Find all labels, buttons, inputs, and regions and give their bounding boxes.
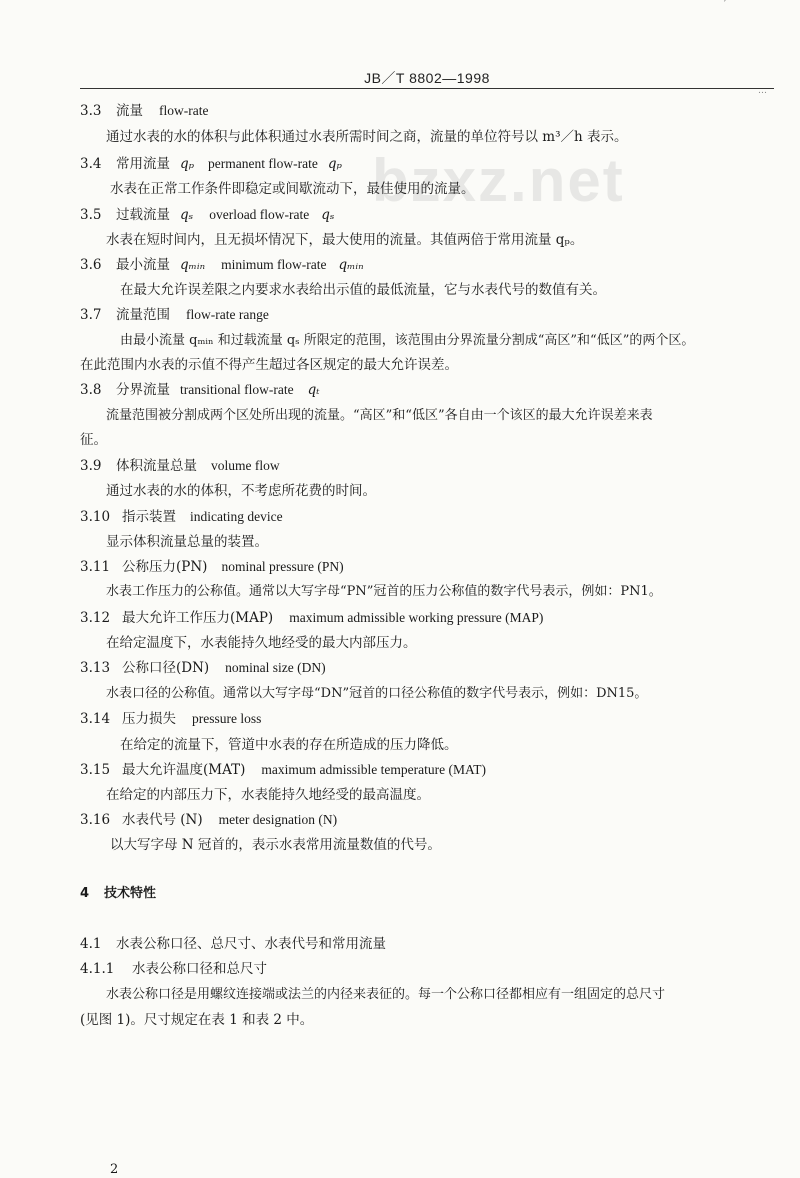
item-term-en: flow-rate <box>159 103 209 118</box>
item-term-en: flow-rate range <box>186 307 269 322</box>
item-number: 3.6 <box>80 257 102 273</box>
item-number: 3.5 <box>80 207 102 223</box>
item-term: 常用流量 <box>116 156 170 172</box>
item-number: 3.12 <box>80 610 111 626</box>
definition-3-8: 流量范围被分割成两个区处所出现的流量。“高区”和“低区”各自由一个该区的最大允许误差来表 <box>106 408 653 423</box>
term-3-11 <box>80 558 344 576</box>
item-term: 过载流量 <box>116 207 170 223</box>
watermark: bzxz.net <box>372 147 625 214</box>
item-term: 流量 <box>116 103 143 119</box>
item-term: 公称口径(DN) <box>122 660 210 676</box>
item-number: 3.16 <box>80 812 111 828</box>
item-symbol: qₛ <box>180 207 194 223</box>
item-term-en: volume flow <box>211 458 280 473</box>
item-term-en: transitional flow-rate <box>180 382 294 397</box>
term-3-12 <box>80 609 543 627</box>
definition-3-6: 在最大允许误差限之内要求水表给出示值的最低流量，它与水表代号的数值有关。 <box>120 282 606 298</box>
item-term: 压力损失 <box>122 711 176 727</box>
item-number: 4.1.1 <box>80 961 115 977</box>
item-term-en: maximum admissible temperature (MAT) <box>261 762 486 777</box>
term-3-10 <box>80 508 283 526</box>
term-3-5 <box>80 206 334 224</box>
section-number: 4 <box>80 886 90 901</box>
definition-3-15: 在给定的内部压力下，水表能持久地经受的最高温度。 <box>106 787 430 803</box>
item-term: 最大允许工作压力(MAP) <box>122 610 274 626</box>
item-symbol-2: qₚ <box>327 156 342 172</box>
definition-3-8-cont: 征。 <box>80 432 107 448</box>
definition-3-7: 由最小流量 qₘᵢₙ 和过载流量 qₛ 所限定的范围，该范围由分界流量分割成“高区”和“低区”的两个区。 <box>120 333 695 348</box>
header-rule <box>80 88 774 89</box>
item-symbol: qₘᵢₙ <box>180 257 206 273</box>
item-term-en: indicating device <box>190 509 283 524</box>
item-term: 体积流量总量 <box>116 458 197 474</box>
item-symbol: qₚ <box>180 156 195 172</box>
item-term-en: meter designation (N) <box>218 812 338 827</box>
definition-3-5: 水表在短时间内，且无损坏情况下，最大使用的流量。其值两倍于常用流量 qₚ。 <box>106 232 584 248</box>
definition-3-10: 显示体积流量总量的装置。 <box>106 534 268 550</box>
term-3-14 <box>80 710 261 728</box>
item-number: 3.4 <box>80 156 102 172</box>
item-term: 水表公称口径、总尺寸、水表代号和常用流量 <box>116 936 386 952</box>
term-3-9 <box>80 457 280 475</box>
term-3-4 <box>80 155 342 173</box>
scan-mark: ˊ <box>722 0 727 11</box>
item-number: 3.8 <box>80 382 102 398</box>
item-number: 3.10 <box>80 509 111 525</box>
item-symbol: qₜ <box>307 382 320 398</box>
item-number: 3.15 <box>80 762 111 778</box>
definition-3-11: 水表工作压力的公称值。通常以大写字母“PN”冠首的压力公称值的数字代号表示，例如：PN1。 <box>106 584 662 599</box>
page-number: 2 <box>110 1162 119 1177</box>
term-3-8 <box>80 381 320 399</box>
definition-3-4: 水表在正常工作条件即稳定或间歇流动下，最佳使用的流量。 <box>110 181 475 197</box>
item-term-en: minimum flow-rate <box>221 257 327 272</box>
term-3-16 <box>80 811 337 829</box>
rule-tail-mark: … <box>758 86 767 96</box>
item-term-en: permanent flow-rate <box>208 156 318 171</box>
item-symbol-2: qₘᵢₙ <box>338 257 364 273</box>
definition-3-9: 通过水表的水的体积，不考虑所花费的时间。 <box>106 483 376 499</box>
term-3-6 <box>80 256 364 274</box>
item-number: 3.7 <box>80 307 102 323</box>
item-symbol-2: qₛ <box>321 207 335 223</box>
definition-3-7-cont: 在此范围内水表的示值不得产生超过各区规定的最大允许误差。 <box>80 357 458 373</box>
item-term: 水表代号 (N) <box>122 812 203 828</box>
item-number: 3.3 <box>80 103 102 119</box>
item-term: 最大允许温度(MAT) <box>122 762 246 778</box>
item-number: 3.11 <box>80 559 111 575</box>
subsection-4-1-1 <box>80 960 267 978</box>
definition-3-13: 水表口径的公称值。通常以大写字母“DN”冠首的口径公称值的数字代号表示，例如：DN15。 <box>106 686 648 701</box>
item-term-en: overload flow-rate <box>209 207 310 222</box>
item-term-en: maximum admissible working pressure (MAP) <box>289 610 544 625</box>
section-title: 技术特性 <box>104 886 157 901</box>
subsection-4-1 <box>80 935 386 953</box>
item-number: 3.13 <box>80 660 111 676</box>
item-term-en: nominal pressure (PN) <box>221 559 344 574</box>
term-3-3 <box>80 102 208 120</box>
standard-header: JB／T 8802—1998 <box>364 70 490 86</box>
item-term: 最小流量 <box>116 257 170 273</box>
item-term: 公称压力(PN) <box>122 559 208 575</box>
item-term: 指示装置 <box>122 509 176 525</box>
item-number: 4.1 <box>80 936 102 952</box>
paragraph-4-1-1: 水表公称口径是用螺纹连接端或法兰的内径来表征的。每一个公称口径都相应有一组固定的总尺寸 <box>106 987 666 1002</box>
item-number: 3.9 <box>80 458 102 474</box>
item-term: 分界流量 <box>116 382 170 398</box>
term-3-13 <box>80 659 326 677</box>
term-3-15 <box>80 761 486 779</box>
item-term-en: nominal size (DN) <box>225 660 326 675</box>
definition-3-3: 通过水表的水的体积与此体积通过水表所需时间之商，流量的单位符号以 m³／h 表示。 <box>106 129 628 145</box>
definition-3-12: 在给定温度下，水表能持久地经受的最大内部压力。 <box>106 635 417 651</box>
item-term: 流量范围 <box>116 307 170 323</box>
definition-3-14: 在给定的流量下，管道中水表的存在所造成的压力降低。 <box>120 737 458 753</box>
item-term-en: pressure loss <box>192 711 262 726</box>
definition-3-16: 以大写字母 N 冠首的，表示水表常用流量数值的代号。 <box>110 837 441 853</box>
item-term: 水表公称口径和总尺寸 <box>132 961 267 977</box>
term-3-7 <box>80 306 269 324</box>
item-number: 3.14 <box>80 711 111 727</box>
paragraph-4-1-1-cont: (见图 1)。尺寸规定在表 1 和表 2 中。 <box>80 1012 314 1028</box>
section-4-heading <box>80 885 156 903</box>
